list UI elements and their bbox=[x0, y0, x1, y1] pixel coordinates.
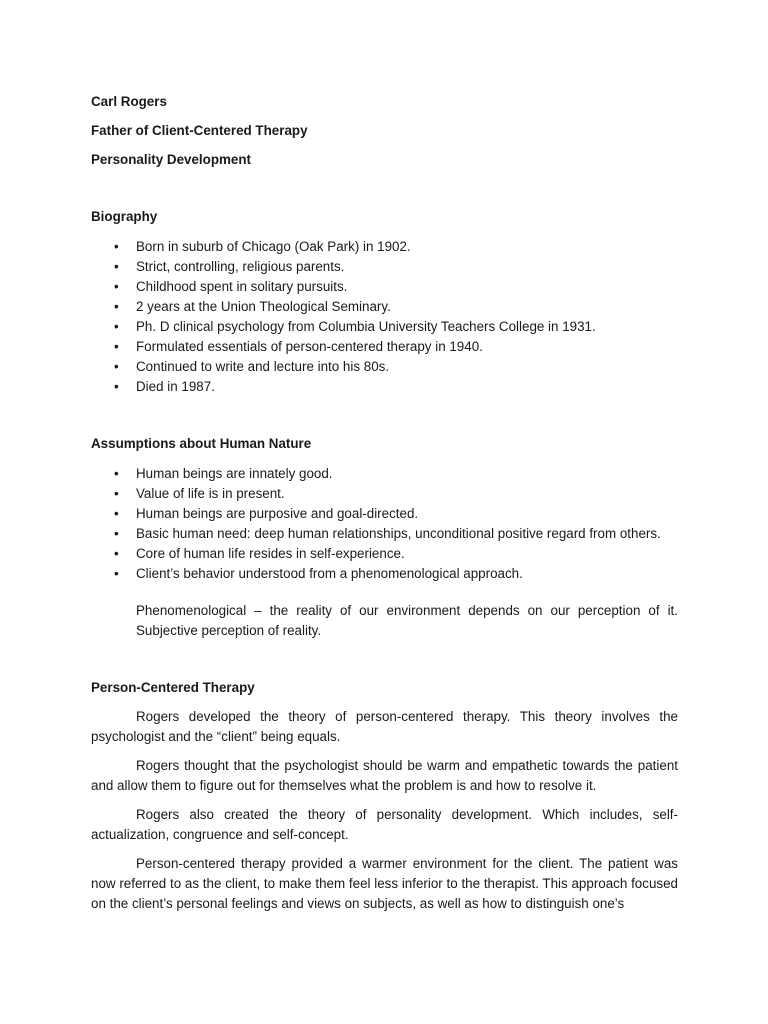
biography-heading: Biography bbox=[91, 209, 158, 224]
list-item: • Childhood spent in solitary pursuits. bbox=[91, 277, 678, 297]
bullet-icon: • bbox=[114, 259, 119, 274]
document-title: Carl Rogers bbox=[91, 94, 167, 109]
bullet-icon: • bbox=[114, 319, 119, 334]
list-item: • Ph. D clinical psychology from Columbia University Teachers College in 1931. bbox=[91, 317, 678, 337]
list-item: • Continued to write and lecture into his 80s. bbox=[91, 357, 678, 377]
paragraph-4: Person-centered therapy provided a warmer environment for the client. The patient was now referred to as the client, to make them feel less inferior to the therapist. This approach focused on the client’s personal feelings and views on subjects, as well as how to distinguish one’s bbox=[91, 856, 678, 911]
bullet-icon: • bbox=[114, 566, 119, 581]
list-item: • Core of human life resides in self-experience. bbox=[91, 544, 678, 564]
bullet-icon: • bbox=[114, 466, 119, 481]
list-item: • Born in suburb of Chicago (Oak Park) in 1902. bbox=[91, 237, 678, 257]
list-item: • Human beings are innately good. bbox=[91, 464, 678, 484]
list-item: • Died in 1987. bbox=[91, 377, 678, 397]
list-item: • Basic human need: deep human relationships, unconditional positive regard from others. bbox=[91, 524, 678, 544]
phenomenological-note: Phenomenological – the reality of our environment depends on our perception of it. Subjective perception of reality. bbox=[136, 603, 678, 638]
bullet-icon: • bbox=[114, 359, 119, 374]
assumptions-heading: Assumptions about Human Nature bbox=[91, 436, 312, 451]
bullet-icon: • bbox=[114, 506, 119, 521]
document-content bbox=[91, 92, 678, 914]
paragraph-2: Rogers thought that the psychologist should be warm and empathetic towards the patient and allow them to figure out for themselves what the problem is and how to resolve it. bbox=[91, 758, 678, 793]
list-item: • Value of life is in present. bbox=[91, 484, 678, 504]
bullet-icon: • bbox=[114, 339, 119, 354]
document-topic: Personality Development bbox=[91, 152, 251, 167]
paragraph-1: Rogers developed the theory of person-centered therapy. This theory involves the psychologist and the “client” being equals. bbox=[91, 709, 678, 744]
bullet-icon: • bbox=[114, 486, 119, 501]
list-item: • Strict, controlling, religious parents. bbox=[91, 257, 678, 277]
bullet-icon: • bbox=[114, 379, 119, 394]
bullet-icon: • bbox=[114, 526, 119, 541]
list-item: • Client’s behavior understood from a phenomenological approach. bbox=[91, 564, 678, 584]
bullet-icon: • bbox=[114, 546, 119, 561]
bullet-icon: • bbox=[114, 299, 119, 314]
paragraph-3: Rogers also created the theory of personality development. Which includes, self-actualization, congruence and self-concept. bbox=[91, 807, 678, 842]
list-item: • Human beings are purposive and goal-directed. bbox=[91, 504, 678, 524]
assumptions-list bbox=[91, 464, 678, 584]
bullet-icon: • bbox=[114, 279, 119, 294]
document-subtitle: Father of Client-Centered Therapy bbox=[91, 123, 308, 138]
bullet-icon: • bbox=[114, 239, 119, 254]
person-centered-heading: Person-Centered Therapy bbox=[91, 680, 255, 695]
list-item: • Formulated essentials of person-centered therapy in 1940. bbox=[91, 337, 678, 357]
biography-list bbox=[91, 237, 678, 397]
list-item: • 2 years at the Union Theological Seminary. bbox=[91, 297, 678, 317]
